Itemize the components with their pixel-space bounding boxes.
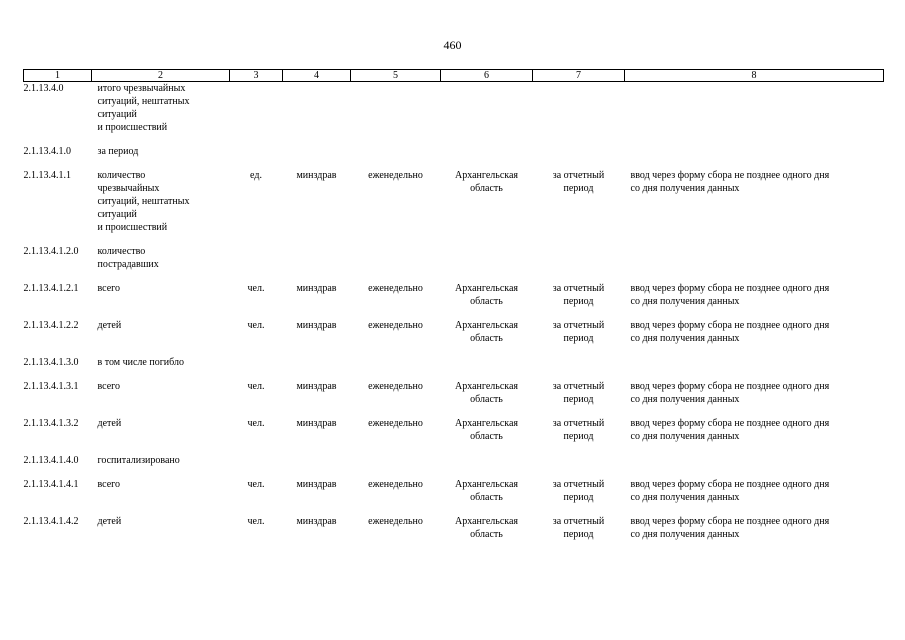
territory	[441, 356, 533, 380]
table-row	[24, 380, 884, 417]
update-frequency	[351, 245, 441, 282]
reporting-period: за отчетный период	[552, 516, 605, 540]
reporting-period	[533, 356, 625, 380]
table-row	[24, 356, 884, 380]
indicator-code: 2.1.13.4.1.4.2	[23, 516, 79, 527]
update-frequency: еженедельно	[368, 170, 423, 181]
page-number: 460	[443, 38, 462, 52]
data-source: минздрав	[296, 516, 337, 527]
data-source: минздрав	[296, 418, 337, 429]
territory: Архангельская область	[454, 381, 519, 405]
column-number-header: 3	[230, 70, 283, 82]
data-source: минздрав	[296, 170, 337, 181]
reporting-period	[533, 82, 625, 146]
unit-of-measure: ед.	[250, 170, 262, 181]
data-source	[283, 145, 351, 169]
data-source	[283, 356, 351, 380]
reporting-period: за отчетный период	[552, 418, 605, 442]
territory	[441, 145, 533, 169]
territory	[441, 82, 533, 146]
table-row	[24, 478, 884, 515]
indicator-code: 2.1.13.4.1.0	[23, 146, 71, 157]
unit-of-measure: чел.	[247, 479, 265, 490]
territory: Архангельская область	[454, 320, 519, 344]
update-frequency: еженедельно	[368, 516, 423, 527]
indicator-name: количество пострадавших	[97, 246, 159, 270]
data-source	[283, 82, 351, 146]
reporting-period	[533, 454, 625, 478]
data-source: минздрав	[296, 320, 337, 331]
update-frequency: еженедельно	[368, 418, 423, 429]
update-frequency: еженедельно	[368, 479, 423, 490]
update-frequency: еженедельно	[368, 320, 423, 331]
input-method: ввод через форму сбора не позднее одного дня со дня получения данных	[630, 418, 830, 442]
table-row	[24, 319, 884, 356]
column-number-header: 6	[441, 70, 533, 82]
input-method: ввод через форму сбора не позднее одного дня со дня получения данных	[630, 170, 830, 194]
update-frequency	[351, 454, 441, 478]
column-number-header: 5	[351, 70, 441, 82]
unit-of-measure	[230, 245, 283, 282]
unit-of-measure: чел.	[247, 320, 265, 331]
unit-of-measure: чел.	[247, 418, 265, 429]
indicator-name: всего	[97, 283, 121, 294]
indicator-code: 2.1.13.4.1.3.2	[23, 418, 79, 429]
column-number-header: 7	[533, 70, 625, 82]
unit-of-measure: чел.	[247, 283, 265, 294]
reporting-period: за отчетный период	[552, 479, 605, 503]
reporting-period	[533, 245, 625, 282]
data-source: минздрав	[296, 479, 337, 490]
indicator-code: 2.1.13.4.1.2.0	[23, 246, 79, 257]
reporting-period	[533, 145, 625, 169]
indicator-name: количество чрезвычайных ситуаций, нештатных ситуаций и происшествий	[97, 170, 190, 233]
indicator-name: детей	[97, 516, 122, 527]
update-frequency: еженедельно	[368, 381, 423, 392]
indicator-name: всего	[97, 381, 121, 392]
update-frequency	[351, 356, 441, 380]
indicator-code: 2.1.13.4.1.3.1	[23, 381, 79, 392]
input-method: ввод через форму сбора не позднее одного дня со дня получения данных	[630, 320, 830, 344]
reporting-period: за отчетный период	[552, 381, 605, 405]
input-method	[625, 82, 884, 146]
reporting-period: за отчетный период	[552, 283, 605, 307]
table-body	[24, 82, 884, 542]
reporting-period: за отчетный период	[552, 170, 605, 194]
unit-of-measure	[230, 356, 283, 380]
indicator-code: 2.1.13.4.1.1	[23, 170, 71, 181]
data-source	[283, 245, 351, 282]
indicator-name: всего	[97, 479, 121, 490]
indicator-name: госпитализировано	[97, 455, 180, 466]
indicator-code: 2.1.13.4.1.4.0	[23, 455, 79, 466]
data-source: минздрав	[296, 283, 337, 294]
table-row	[24, 169, 884, 245]
territory: Архангельская область	[454, 479, 519, 503]
territory	[441, 454, 533, 478]
territory: Архангельская область	[454, 418, 519, 442]
data-source: минздрав	[296, 381, 337, 392]
column-number-header: 2	[92, 70, 230, 82]
column-number-header: 8	[625, 70, 884, 82]
input-method: ввод через форму сбора не позднее одного дня со дня получения данных	[630, 479, 830, 503]
update-frequency	[351, 82, 441, 146]
indicator-name: в том числе погибло	[97, 357, 184, 368]
indicators-table	[23, 69, 884, 541]
input-method: ввод через форму сбора не позднее одного дня со дня получения данных	[630, 516, 830, 540]
table-row	[24, 245, 884, 282]
indicator-code: 2.1.13.4.1.2.2	[23, 320, 79, 331]
indicator-name: детей	[97, 418, 122, 429]
unit-of-measure	[230, 454, 283, 478]
input-method	[625, 245, 884, 282]
data-source	[283, 454, 351, 478]
unit-of-measure: чел.	[247, 516, 265, 527]
column-number-header: 1	[24, 70, 92, 82]
reporting-period: за отчетный период	[552, 320, 605, 344]
input-method: ввод через форму сбора не позднее одного дня со дня получения данных	[630, 283, 830, 307]
input-method	[625, 356, 884, 380]
table-row	[24, 82, 884, 146]
column-number-header: 4	[283, 70, 351, 82]
territory: Архангельская область	[454, 283, 519, 307]
input-method	[625, 454, 884, 478]
update-frequency	[351, 145, 441, 169]
unit-of-measure: чел.	[247, 381, 265, 392]
table-row	[24, 417, 884, 454]
indicator-code: 2.1.13.4.1.2.1	[23, 283, 79, 294]
table-row	[24, 515, 884, 541]
indicator-name: итого чрезвычайных ситуаций, нештатных ситуаций и происшествий	[97, 83, 190, 133]
territory: Архангельская область	[454, 516, 519, 540]
territory: Архангельская область	[454, 170, 519, 194]
indicator-code: 2.1.13.4.1.3.0	[23, 357, 79, 368]
column-number-header-row	[24, 70, 884, 82]
update-frequency: еженедельно	[368, 283, 423, 294]
input-method	[625, 145, 884, 169]
indicator-name: за период	[97, 146, 139, 157]
input-method: ввод через форму сбора не позднее одного дня со дня получения данных	[630, 381, 830, 405]
indicator-code: 2.1.13.4.1.4.1	[23, 479, 79, 490]
indicator-code: 2.1.13.4.0	[23, 83, 64, 94]
table-row	[24, 145, 884, 169]
table-row	[24, 282, 884, 319]
territory	[441, 245, 533, 282]
unit-of-measure	[230, 145, 283, 169]
unit-of-measure	[230, 82, 283, 146]
table-row	[24, 454, 884, 478]
indicator-name: детей	[97, 320, 122, 331]
